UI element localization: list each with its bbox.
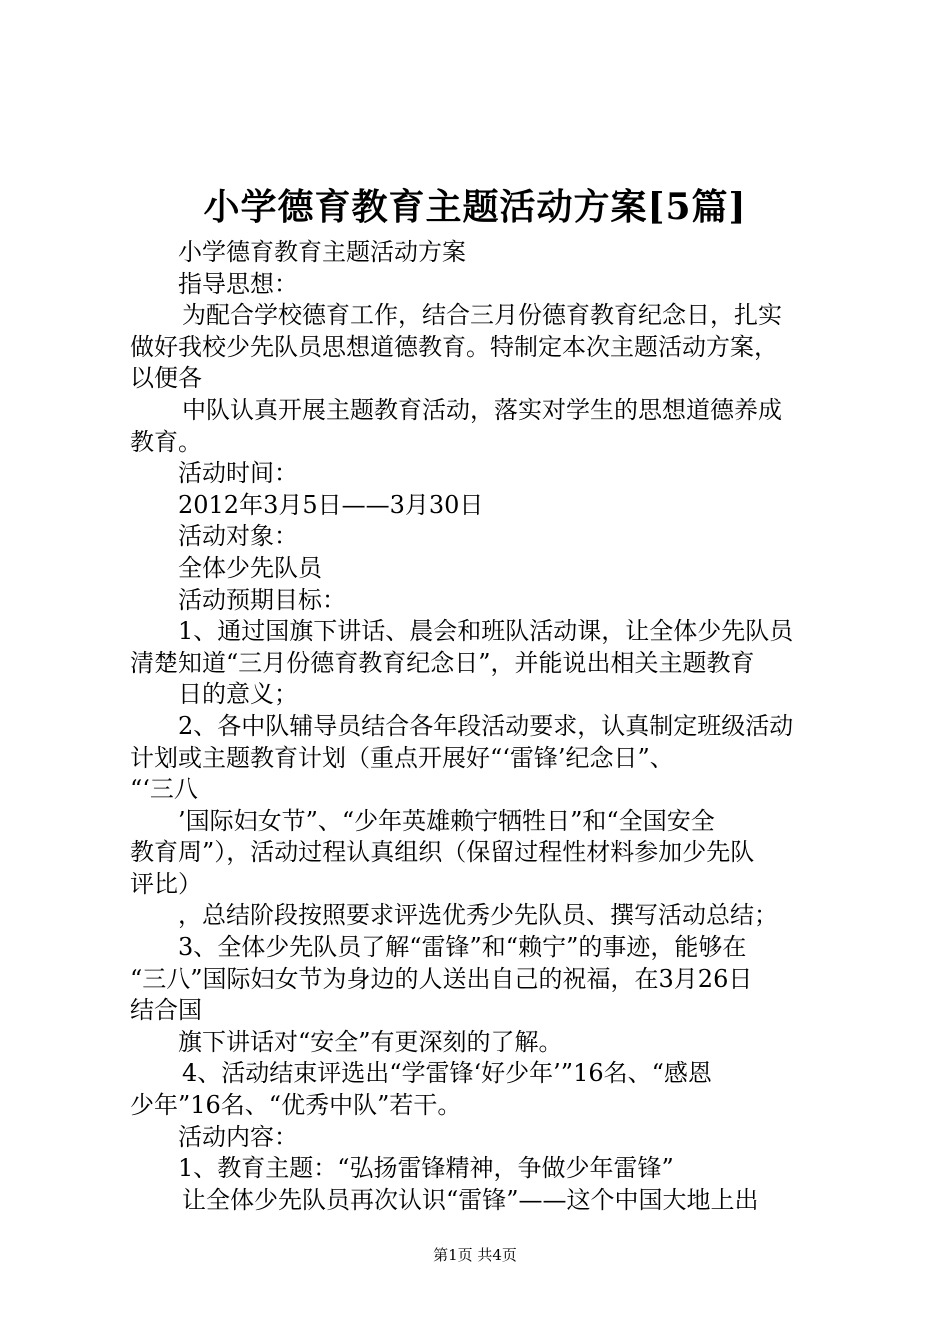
text-line: “‘三八: [130, 775, 198, 804]
text-line: 活动预期目标：: [178, 585, 346, 614]
text-line: 计划或主题教育计划（重点开展好“‘雷锋’纪念日”、: [130, 743, 674, 772]
text-line: 指导思想：: [178, 269, 298, 298]
document-body: [130, 237, 835, 1216]
text-line: 做好我校少先队员思想道德教育。特制定本次主题活动方案，: [130, 332, 778, 361]
text-line: 少年”16名、“优秀中队”若干。: [130, 1091, 462, 1120]
text-line: 2、各中队辅导员结合各年段活动要求，认真制定班级活动: [178, 711, 794, 740]
text-line: 3、全体少先队员了解“雷锋”和“赖宁”的事迹，能够在: [178, 933, 747, 962]
text-line: 活动对象：: [178, 522, 298, 551]
text-line: 全体少先队员: [178, 553, 322, 582]
text-line: 中队认真开展主题教育活动，落实对学生的思想道德养成: [182, 395, 782, 424]
text-line: ’国际妇女节”、“少年英雄赖宁牺牲日”和“全国安全: [178, 806, 715, 835]
page-footer: 第1页 共4页: [433, 1246, 517, 1264]
text-line: 旗下讲话对“安全”有更深刻的了解。: [178, 1027, 563, 1056]
text-line: 1、通过国旗下讲话、晨会和班队活动课，让全体少先队员: [178, 617, 794, 646]
text-line: ，总结阶段按照要求评选优秀少先队员、撰写活动总结；: [178, 901, 778, 930]
text-line: 教育周”），活动过程认真组织（保留过程性材料参加少先队: [130, 838, 755, 867]
text-line: 日的意义；: [178, 680, 298, 709]
text-line: 活动内容：: [178, 1122, 298, 1151]
text-line: 让全体少先队员再次认识“雷锋”——这个中国大地上出: [182, 1185, 759, 1214]
text-line: 1、教育主题：“弘扬雷锋精神，争做少年雷锋”: [178, 1154, 674, 1183]
text-line: 结合国: [130, 996, 202, 1025]
text-line: “三八”国际妇女节为身边的人送出自己的祝福，在3月26日: [130, 964, 753, 993]
text-line: 4、活动结束评选出“学雷锋‘好少年’”16名、“感恩: [182, 1059, 712, 1088]
text-line: 小学德育教育主题活动方案: [178, 238, 466, 266]
text-line: 2012年3月5日——3月30日: [178, 490, 484, 519]
text-line: 以便各: [130, 364, 202, 393]
text-line: 教育。: [130, 427, 202, 456]
text-line: 评比）: [130, 869, 202, 898]
document-title: 小学德育教育主题活动方案[5篇]: [203, 186, 747, 228]
text-line: 为配合学校德育工作，结合三月份德育教育纪念日，扎实: [182, 301, 782, 330]
text-line: 清楚知道“三月份德育教育纪念日”，并能说出相关主题教育: [130, 648, 755, 677]
text-line: 活动时间：: [178, 459, 298, 488]
